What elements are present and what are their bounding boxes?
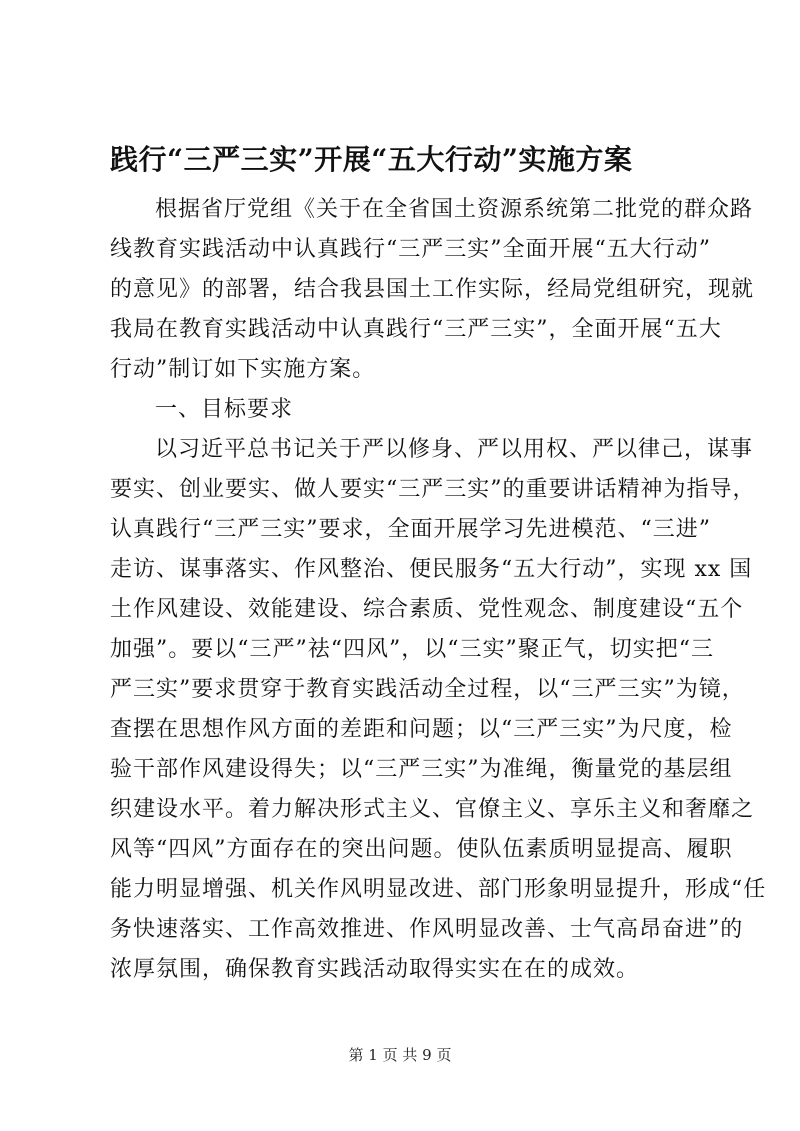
section-paragraph [110, 430, 767, 990]
text-line: 认真践行“三严三实”要求，全面开展学习先进模范、“三进” [110, 517, 711, 542]
text-line: 行动”制订如下实施方案。 [110, 357, 376, 382]
text-line: 根据省厅党组《关于在全省国土资源系统第二批党的群众路 [155, 197, 754, 222]
text-line: 严三实”要求贯穿于教育实践活动全过程，以“三严三实”为镜， [110, 677, 745, 702]
text-line: 我局在教育实践活动中认真践行“三严三实”，全面开展“五大 [110, 317, 722, 342]
section-heading: 一、目标要求 [155, 397, 294, 422]
page-indicator: 第 1 页 共 9 页 [348, 1046, 452, 1064]
text-line: 土作风建设、效能建设、综合素质、党性观念、制度建设“五个 [110, 597, 744, 622]
text-line: 能力明显增强、机关作风明显改进、部门形象明显提升，形成“任 [110, 877, 767, 902]
intro-paragraph [110, 190, 755, 390]
document-title: 践行“三严三实”开展“五大行动”实施方案 [110, 143, 633, 176]
text-line: 加强”。要以“三严”祛“四风”，以“三实”聚正气，切实把“三 [110, 637, 714, 662]
text-line: 风等“四风”方面存在的突出问题。使队伍素质明显提高、履职 [110, 837, 733, 862]
text-line: 织建设水平。着力解决形式主义、官僚主义、享乐主义和奢靡之 [110, 797, 755, 822]
text-line: 务快速落实、工作高效推进、作风明显改善、士气高昂奋进”的 [110, 917, 744, 942]
text-line: 的意见》的部署，结合我县国土工作实际，经局党组研究，现就 [110, 277, 755, 302]
text-line: 查摆在思想作风方面的差距和问题；以“三严三实”为尺度，检 [110, 717, 733, 742]
text-line: 走访、谋事落实、作风整治、便民服务“五大行动”，实现 xx 国 [110, 557, 753, 582]
text-line: 浓厚氛围，确保教育实践活动取得实实在在的成效。 [110, 957, 640, 982]
text-line: 验干部作风建设得失；以“三严三实”为准绳，衡量党的基层组 [110, 757, 733, 782]
text-line: 要实、创业要实、做人要实“三严三实”的重要讲话精神为指导， [110, 477, 756, 502]
section-heading-block [110, 390, 700, 430]
text-line: 以习近平总书记关于严以修身、严以用权、严以律己，谋事 [155, 437, 754, 462]
text-line: 线教育实践活动中认真践行“三严三实”全面开展“五大行动” [110, 237, 711, 262]
